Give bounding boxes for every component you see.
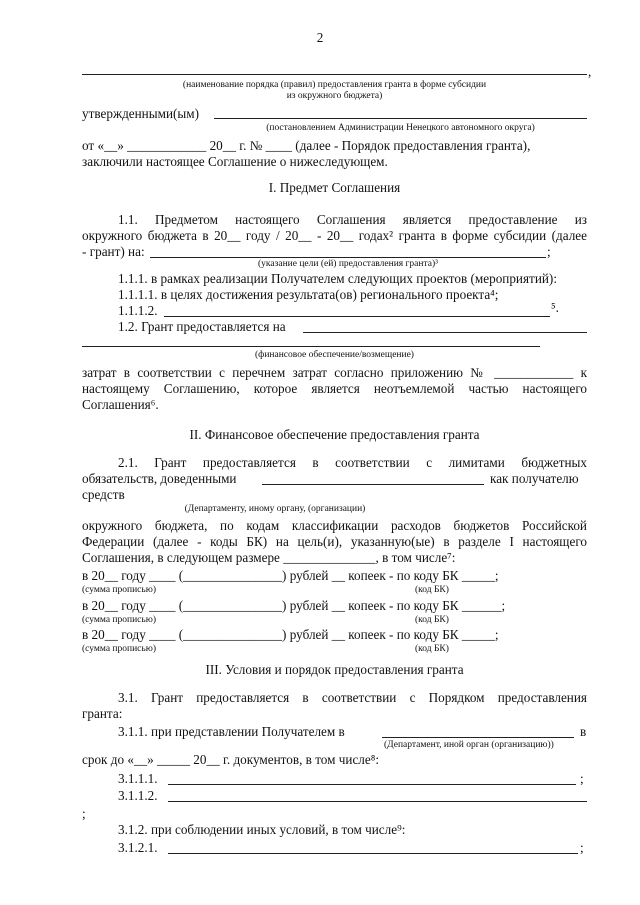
comma: , (588, 64, 592, 79)
caption-procedure-name: (наименование порядка (правил) предоставления гранта в форме субсидии (182, 80, 487, 90)
caption-code: (код БК) (415, 615, 449, 625)
amount-row: в 20__ году ____ (_______________) рублей __ копеек - по коду БК _____; (82, 568, 499, 583)
item-3-1-2-1: 3.1.2.1. (118, 840, 158, 855)
s2-p2-line3: Соглашения, в следующем размере ______________, в том числе⁷: (82, 550, 456, 565)
s2-p1-line2-a: обязательств, доведенными (82, 471, 237, 486)
amount-row: в 20__ году ____ (_______________) рублей __ копеек - по коду БК ______; (82, 598, 506, 613)
item-3-1-1: 3.1.1. при представлении Получателем в (118, 724, 345, 739)
s1-p1-line2: окружного бюджета в 20__ году / 20__ - 20__ годах² гранта в форме субсидии (далее (82, 228, 587, 243)
underline-3-1-2-1 (168, 853, 578, 854)
s2-p1-line3: средств (82, 487, 125, 502)
footnote-5: ⁵. (551, 300, 559, 315)
item-1-2: 1.2. Грант предоставляется на (118, 319, 286, 334)
caption-sum: (сумма прописью) (82, 585, 156, 595)
underline-approved (214, 118, 587, 119)
item-3-1-1-end: в (580, 724, 587, 739)
deadline-line: срок до «__» _____ 20__ г. документов, в том числе⁸: (82, 752, 380, 767)
section-3-title: III. Условия и порядок предоставления гранта (205, 662, 464, 677)
amount-row: в 20__ году ____ (_______________) рублей __ копеек - по коду БК _____; (82, 627, 499, 642)
page-number: 2 (316, 30, 324, 45)
caption-resolution: (постановлением Администрации Ненецкого автономного округа) (266, 123, 535, 133)
caption-financing: (финансовое обеспечение/возмещение) (255, 350, 414, 360)
section-1-title: I. Предмет Соглашения (268, 180, 401, 195)
caption-sum: (сумма прописью) (82, 615, 156, 625)
costs-line3: Соглашения⁶. (82, 397, 159, 412)
caption-code: (код БК) (415, 644, 449, 654)
s2-p1-line1: 2.1. Грант предоставляется в соответствии с лимитами бюджетных (118, 455, 587, 470)
s1-p1-line3: - грант) на: (82, 244, 145, 259)
semicolon: ; (580, 840, 584, 855)
caption-code: (код БК) (415, 585, 449, 595)
caption-sum: (сумма прописью) (82, 644, 156, 654)
item-1-1-1-1: 1.1.1.1. в целях достижения результата(ов) регионального проекта⁴; (118, 287, 499, 302)
semicolon: ; (580, 771, 584, 786)
s3-p1-line1: 3.1. Грант предоставляется в соответствии с Порядком предоставления (118, 690, 587, 705)
section-2-title: II. Финансовое обеспечение предоставления гранта (189, 427, 480, 442)
costs-line1: затрат в соответствии с перечнем затрат согласно приложению № ____________ к (82, 365, 587, 380)
approved-label: утвержденными(ым) (82, 106, 199, 121)
underline-3-1-1-1 (168, 784, 576, 785)
underline-1-2b (82, 346, 540, 347)
underline-dept (262, 484, 484, 485)
item-1-1-1-2: 1.1.1.2. (118, 303, 158, 318)
caption-purpose: (указание цели (ей) предоставления гранта)³ (258, 259, 438, 269)
s2-p1-line2-b: как получателю (490, 471, 579, 486)
underline-1-2a (303, 332, 587, 333)
semicolon: ; (547, 244, 551, 259)
s2-p2-line2: Федерации (далее - коды БК) на цель(и), указанную(ые) в разделе I настоящего (82, 534, 587, 549)
s1-p1-line1: 1.1. Предметом настоящего Соглашения является предоставление из (118, 212, 587, 227)
caption-dept2: (Департамент, иной орган (организацию)) (384, 740, 554, 750)
s3-p1-line2: гранта: (82, 706, 123, 721)
caption-budget: из окружного бюджета) (286, 91, 383, 101)
item-3-1-2: 3.1.2. при соблюдении иных условий, в том числе⁹: (118, 822, 406, 837)
item-3-1-1-1: 3.1.1.1. (118, 771, 158, 786)
item-3-1-1-2: 3.1.1.2. (118, 788, 158, 803)
s2-p2-line1: окружного бюджета, по кодам классификации расходов бюджетов Российской (82, 518, 587, 533)
underline-purpose (150, 257, 546, 258)
underline-dept2 (382, 737, 574, 738)
concluded-line: заключили настоящее Соглашение о нижеследующем. (82, 154, 388, 169)
underline-procedure-name (82, 74, 587, 75)
item-1-1-1: 1.1.1. в рамках реализации Получателем следующих проектов (мероприятий): (118, 271, 557, 286)
date-number-line: от «__» ____________ 20__ г. № ____ (далее - Порядок предоставления гранта), (82, 138, 531, 153)
caption-dept: (Департаменту, иному органу, (организации) (184, 504, 366, 514)
underline-3-1-1-2 (168, 801, 587, 802)
semicolon: ; (82, 806, 86, 821)
underline-1-1-1-2 (164, 316, 550, 317)
costs-line2: настоящему Соглашению, которое является неотъемлемой частью настоящего (82, 381, 587, 396)
